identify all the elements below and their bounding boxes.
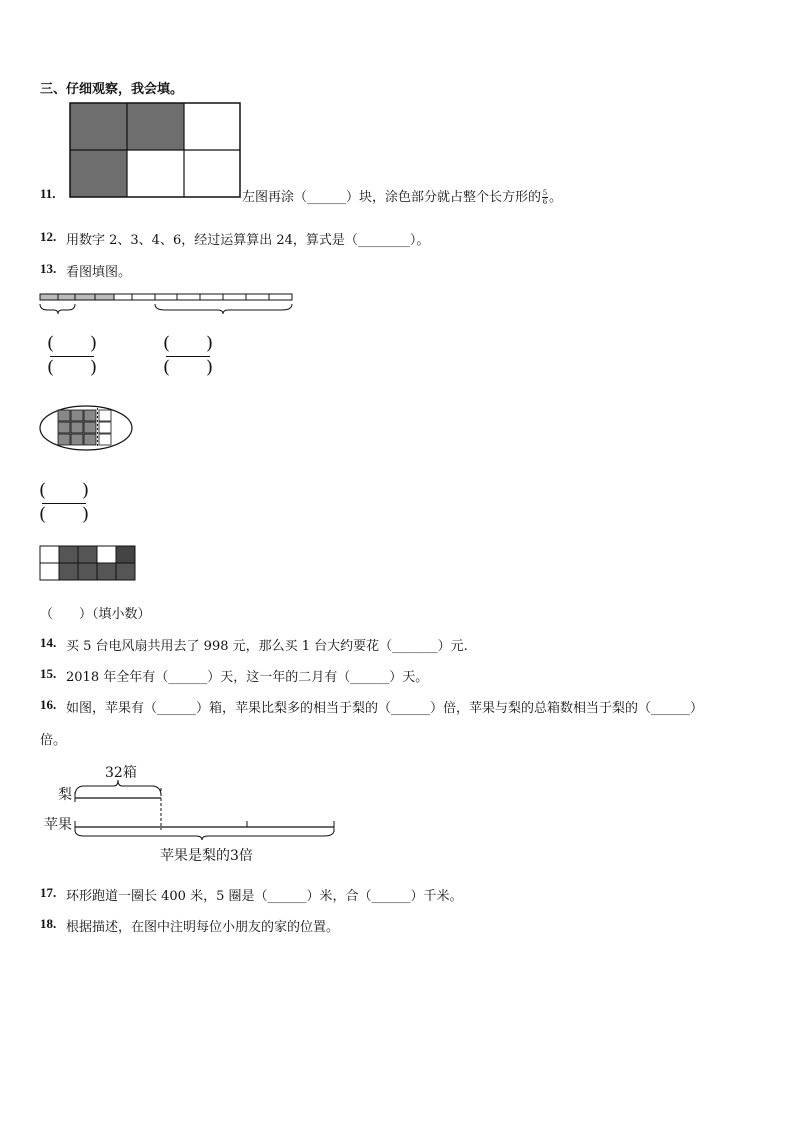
q13-fraction-2 [160, 335, 216, 379]
q16-line-diagram [74, 778, 338, 838]
q11-frac-num: 5 [542, 189, 548, 197]
q16-text-line2: 倍。 [40, 733, 67, 748]
q18-text: 根据描述，在图中注明每位小朋友的家的位置。 [66, 920, 340, 935]
q14-text: 买 5 台电风扇共用去了 998 元，那么买 1 台大约要花（_______）元. [66, 639, 468, 654]
q16-pear-label: 梨 [58, 787, 72, 803]
q11-fraction [542, 189, 548, 206]
q13-frac1-den: ( ) [46, 357, 98, 378]
q13-frac1-num: ( ) [46, 333, 98, 354]
q17-number: 17. [40, 885, 57, 900]
q15-text: 2018 年全年有（______）天，这一年的二月有（______）天。 [66, 670, 429, 685]
q13-text: 看图填图。 [66, 265, 132, 280]
q11-text-after: 。 [549, 190, 563, 205]
q18-number: 18. [40, 916, 57, 931]
q16-relation-label: 苹果是梨的3倍 [160, 848, 253, 864]
q13-fraction-1 [44, 335, 100, 379]
q12-number: 12. [40, 229, 57, 244]
q16-number: 16. [40, 697, 57, 712]
q13-decimal-label: （ ）（填小数） [40, 607, 151, 622]
q13-segment-bar [40, 292, 296, 322]
q14-number: 14. [40, 635, 57, 650]
q11-number: 11. [40, 186, 56, 201]
q11-text [242, 186, 562, 206]
q13-frac3-den: ( ) [38, 504, 90, 525]
q11-grid [70, 103, 240, 197]
q16-apple-label: 苹果 [44, 817, 72, 833]
q11-frac-den: 6 [542, 198, 548, 206]
section-heading: 三、仔细观察，我会填。 [40, 82, 184, 97]
q13-number: 13. [40, 261, 57, 276]
q11-text-before: 左图再涂（______）块，涂色部分就占整个长方形的 [242, 190, 542, 205]
q13-decimal-grid [40, 546, 136, 582]
q16-text-line1: 如图，苹果有（______）箱，苹果比梨多的相当于梨的（______）倍，苹果与梨的总箱数相当于梨的（______） [66, 701, 704, 716]
q17-text: 环形跑道一圈长 400 米，5 圈是（______）米，合（______）千米。 [66, 889, 463, 904]
q13-oval-grid [38, 404, 136, 454]
q13-frac2-den: ( ) [162, 357, 214, 378]
q12-text: 用数字 2、3、4、6，经过运算算出 24，算式是（________）。 [66, 233, 430, 248]
q13-frac3-num: ( ) [38, 480, 90, 501]
q15-number: 15. [40, 666, 57, 681]
q16-pear-amount: 32箱 [105, 765, 137, 781]
q13-frac2-num: ( ) [162, 333, 214, 354]
q13-fraction-3 [36, 482, 92, 526]
